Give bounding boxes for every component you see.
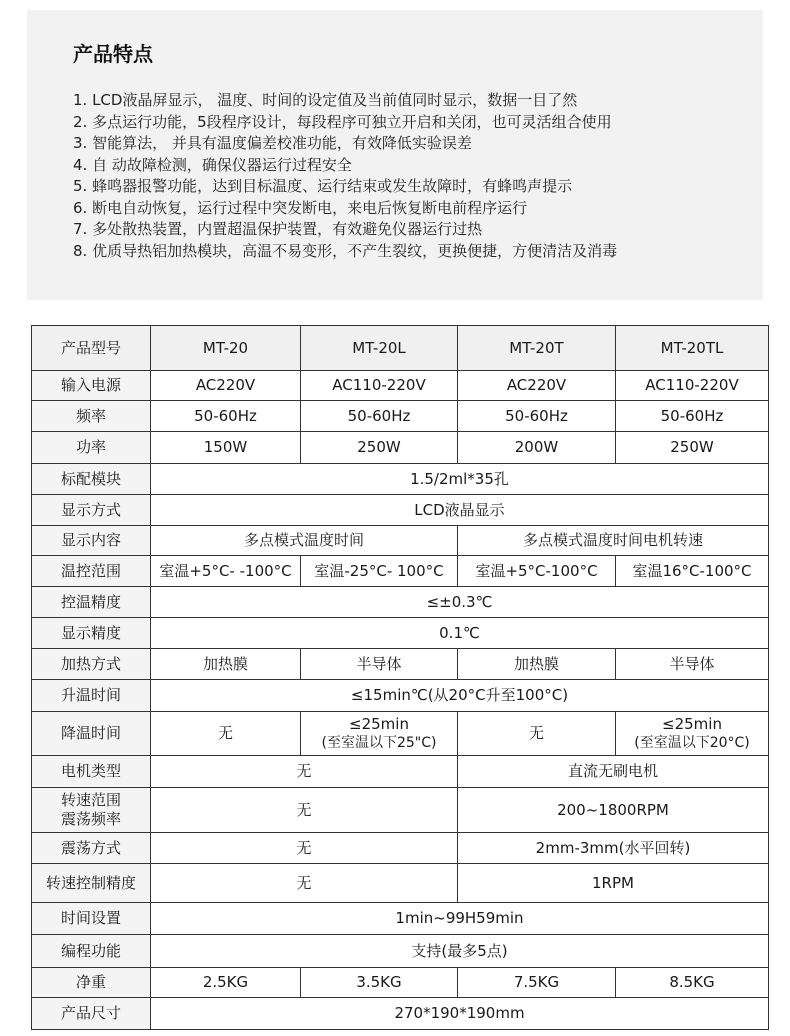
table-row-power-input [32, 371, 769, 401]
table-cell: 200~1800RPM [458, 788, 769, 833]
row-label: 输入电源 [32, 371, 151, 401]
table-cell: 0.1℃ [151, 618, 769, 649]
table-row-temp-accuracy [32, 587, 769, 618]
table-row-module [32, 464, 769, 495]
table-cell: 无 [151, 756, 458, 788]
table-cell: ≤15min℃(从20°C升至100°C) [151, 680, 769, 712]
table-cell: 1.5/2ml*35孔 [151, 464, 769, 495]
cell-line: ≤25min [349, 714, 409, 733]
row-label: 控温精度 [32, 587, 151, 618]
row-label: 降温时间 [32, 712, 151, 756]
table-cell: AC110-220V [301, 371, 458, 401]
table-cell: 无 [458, 712, 616, 756]
table-row-speed-range [32, 788, 769, 833]
table-cell: 半导体 [301, 649, 458, 680]
row-label: 加热方式 [32, 649, 151, 680]
table-row-display-mode [32, 495, 769, 526]
table-cell: 7.5KG [458, 968, 616, 998]
table-cell: 1min~99H59min [151, 903, 769, 935]
table-cell: 270*190*190mm [151, 998, 769, 1030]
table-cell: 200W [458, 432, 616, 464]
row-label [32, 788, 151, 833]
table-cell: 1RPM [458, 864, 769, 903]
table-row-model [32, 326, 769, 371]
table-row-frequency [32, 401, 769, 432]
table-row-size [32, 998, 769, 1030]
table-row-display-content [32, 526, 769, 556]
table-cell: 直流无刷电机 [458, 756, 769, 788]
table-cell: 多点模式温度时间电机转速 [458, 526, 769, 556]
table-cell: 室温16°C-100°C [616, 556, 769, 587]
feature-item: 6. 断电自动恢复，运行过程中突发断电，来电后恢复断电前程序运行 [73, 198, 528, 217]
table-cell: 多点模式温度时间 [151, 526, 458, 556]
table-cell: 150W [151, 432, 301, 464]
table-cell: 无 [151, 712, 301, 756]
table-cell: 50-60Hz [458, 401, 616, 432]
table-cell: 250W [301, 432, 458, 464]
row-label: 标配模块 [32, 464, 151, 495]
feature-item: 4. 自 动故障检测，确保仪器运行过程安全 [73, 155, 352, 174]
feature-item: 2. 多点运行功能，5段程序设计，每段程序可独立开启和关闭，也可灵活组合使用 [73, 112, 612, 131]
table-cell: 50-60Hz [151, 401, 301, 432]
table-cell: MT-20 [151, 326, 301, 371]
table-row-oscillation [32, 833, 769, 864]
table-row-programming [32, 935, 769, 968]
table-row-power [32, 432, 769, 464]
table-row-time-setting [32, 903, 769, 935]
table-cell: 8.5KG [616, 968, 769, 998]
row-label: 时间设置 [32, 903, 151, 935]
table-cell: 加热膜 [458, 649, 616, 680]
table-row-motor-type [32, 756, 769, 788]
table-cell: 半导体 [616, 649, 769, 680]
table-cell: AC220V [151, 371, 301, 401]
row-label: 产品尺寸 [32, 998, 151, 1030]
row-label: 震荡方式 [32, 833, 151, 864]
table-cell: 室温+5°C-100°C [458, 556, 616, 587]
feature-item: 3. 智能算法， 并具有温度偏差校准功能，有效降低实验误差 [73, 134, 472, 152]
table-cell: 250W [616, 432, 769, 464]
row-label: 升温时间 [32, 680, 151, 712]
features-panel [27, 10, 763, 300]
table-cell: 加热膜 [151, 649, 301, 680]
row-label: 电机类型 [32, 756, 151, 788]
label-line: 转速范围 [60, 791, 121, 809]
table-cell: 3.5KG [301, 968, 458, 998]
row-label: 编程功能 [32, 935, 151, 968]
row-label: 温控范围 [32, 556, 151, 587]
cell-line: ≤25min [662, 714, 722, 733]
table-cell: LCD液晶显示 [151, 495, 769, 526]
table-cell: 50-60Hz [301, 401, 458, 432]
table-row-heating-time [32, 680, 769, 712]
row-label: 净重 [32, 968, 151, 998]
features-list [73, 90, 617, 262]
feature-item: 8. 优质导热铝加热模块，高温不易变形，不产生裂纹，更换便捷，方便清洁及消毒 [73, 241, 618, 260]
table-cell [616, 712, 769, 756]
table-cell: 室温+5°C- -100°C [151, 556, 301, 587]
row-label: 显示内容 [32, 526, 151, 556]
table-cell: 2mm-3mm(水平回转) [458, 833, 769, 864]
table-row-heating-mode [32, 649, 769, 680]
table-cell: 无 [151, 864, 458, 903]
feature-item: 7. 多处散热装置，内置超温保护装置，有效避免仪器运行过热 [73, 220, 483, 238]
table-cell: AC220V [458, 371, 616, 401]
table-row-net-weight [32, 968, 769, 998]
table-cell: 无 [151, 788, 458, 833]
table-cell: MT-20TL [616, 326, 769, 371]
table-cell: 无 [151, 833, 458, 864]
table-cell: AC110-220V [616, 371, 769, 401]
table-cell: 支持(最多5点) [151, 935, 769, 968]
table-row-temp-range [32, 556, 769, 587]
feature-item: 5. 蜂鸣器报警功能，达到目标温度、运行结束或发生故障时，有蜂鸣声提示 [73, 177, 573, 195]
row-label: 功率 [32, 432, 151, 464]
label-line: 震荡频率 [60, 810, 121, 828]
feature-item: 1. LCD液晶屏显示， 温度、时间的设定值及当前值同时显示，数据一目了然 [73, 91, 578, 109]
spec-table [31, 325, 769, 1030]
row-label: 显示精度 [32, 618, 151, 649]
cell-line: (至室温以下20°C) [634, 734, 750, 751]
row-label: 转速控制精度 [32, 864, 151, 903]
table-cell: ≤±0.3℃ [151, 587, 769, 618]
row-label: 显示方式 [32, 495, 151, 526]
table-row-display-accuracy [32, 618, 769, 649]
table-cell: 50-60Hz [616, 401, 769, 432]
table-cell [301, 712, 458, 756]
table-cell: MT-20T [458, 326, 616, 371]
cell-line: (至室温以下25"C) [321, 734, 437, 751]
table-row-speed-accuracy [32, 864, 769, 903]
table-cell: 室温-25°C- 100°C [301, 556, 458, 587]
row-label: 频率 [32, 401, 151, 432]
table-cell: MT-20L [301, 326, 458, 371]
row-label: 产品型号 [32, 326, 151, 371]
table-cell: 2.5KG [151, 968, 301, 998]
table-row-cooling-time [32, 712, 769, 756]
features-title: 产品特点 [73, 42, 153, 66]
